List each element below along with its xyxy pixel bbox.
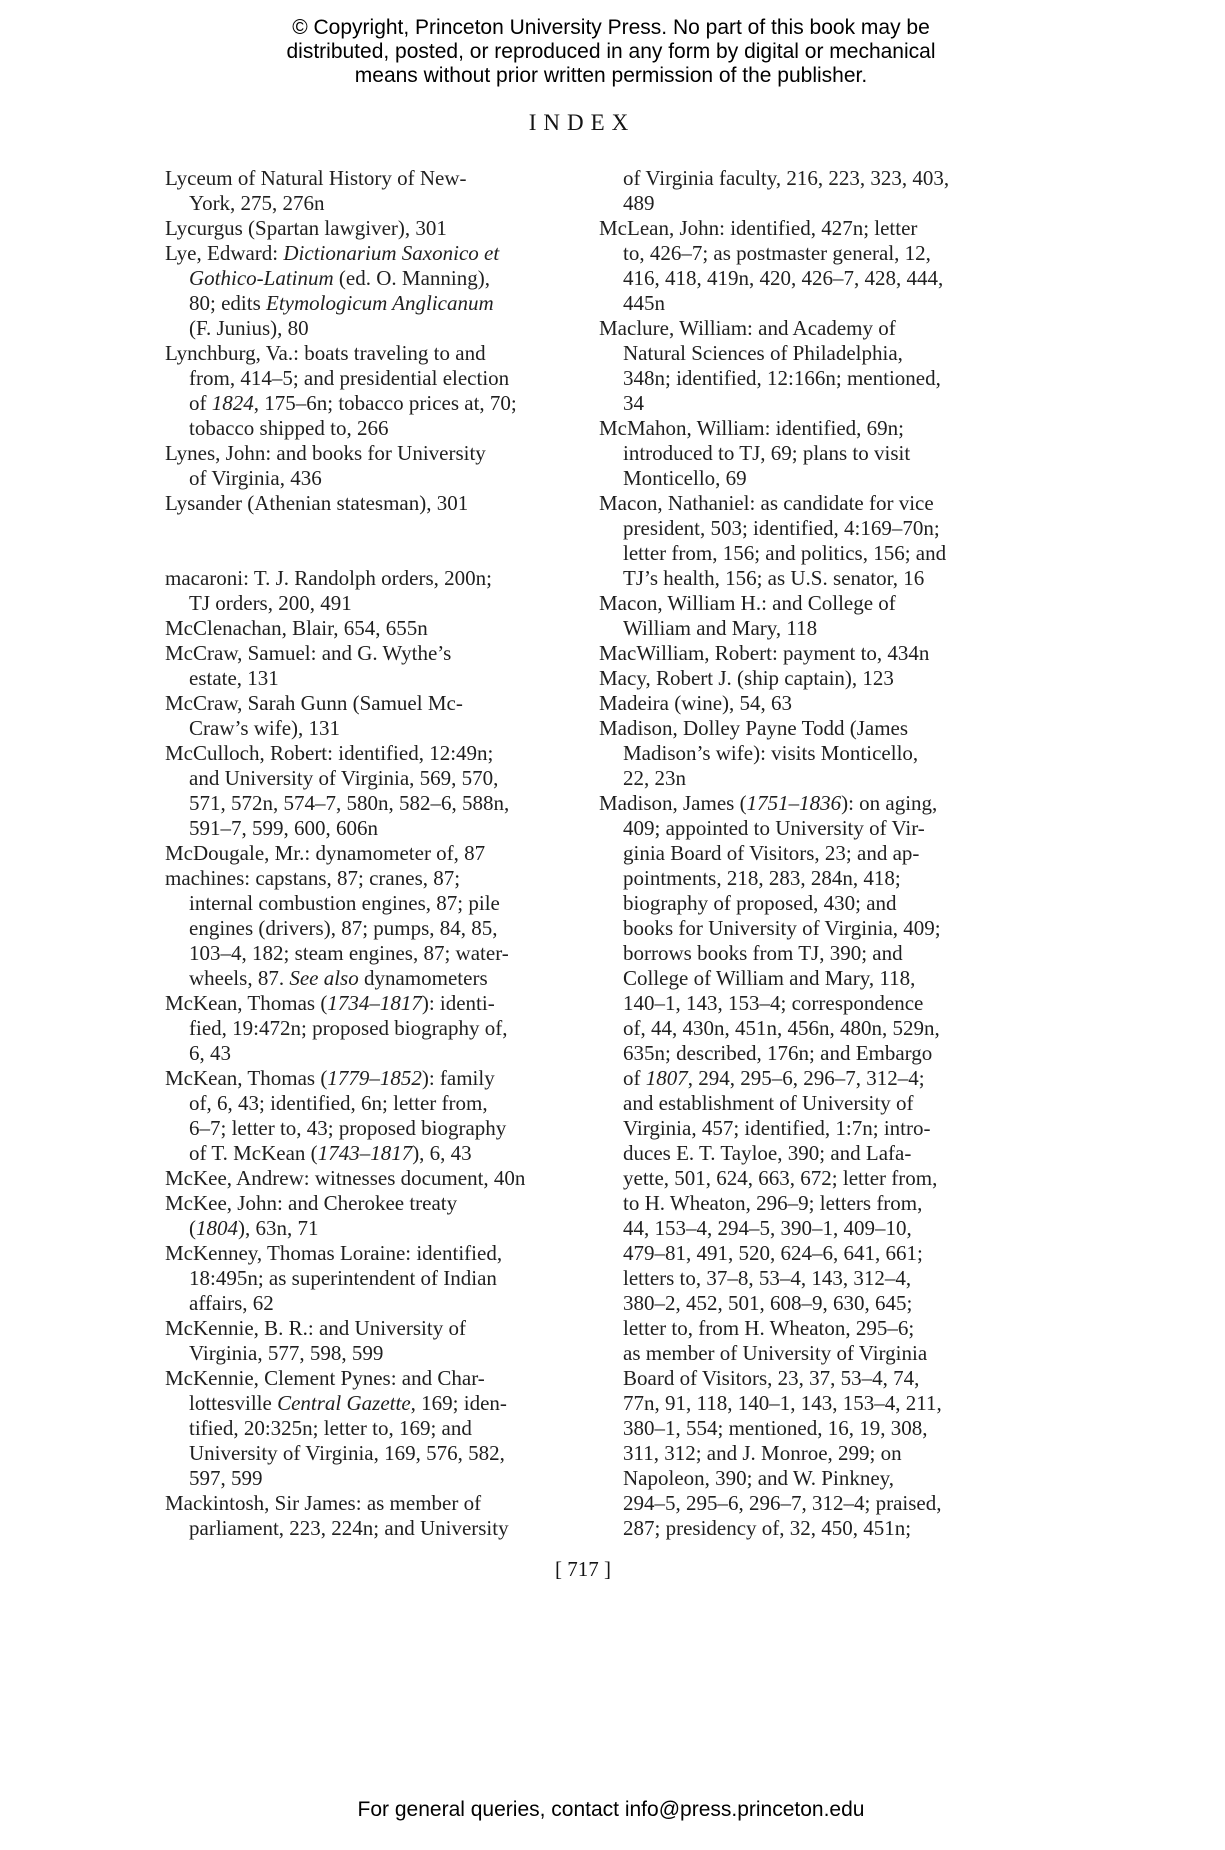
- index-line: introduced to TJ, 69; plans to visit: [623, 441, 911, 465]
- section-gap: [165, 516, 577, 566]
- index-line: McDougale, Mr.: dynamometer of, 87: [165, 841, 486, 865]
- index-line: 479–81, 491, 520, 624–6, 641, 661;: [623, 1241, 923, 1265]
- index-entry: [599, 416, 1014, 491]
- index-line: biography of proposed, 430; and: [623, 891, 897, 915]
- index-entry: [165, 1491, 577, 1541]
- index-line: Lynchburg, Va.: boats traveling to and: [165, 341, 486, 365]
- index-line: 6–7; letter to, 43; proposed biography: [189, 1116, 507, 1140]
- index-entry: [599, 641, 1014, 666]
- index-line: engines (drivers), 87; pumps, 84, 85,: [189, 916, 498, 940]
- index-line: Natural Sciences of Philadelphia,: [623, 341, 903, 365]
- index-line: McKean, Thomas (1734–1817): identi-: [165, 991, 495, 1015]
- index-line: of, 6, 43; identified, 6n; letter from,: [189, 1091, 488, 1115]
- index-line: 416, 418, 419n, 420, 426–7, 428, 444,: [623, 266, 944, 290]
- index-line: Madison, Dolley Payne Todd (James: [599, 716, 909, 740]
- index-line: pointments, 218, 283, 284n, 418;: [623, 866, 901, 890]
- index-line: Macy, Robert J. (ship captain), 123: [599, 666, 894, 690]
- index-line: 409; appointed to University of Vir-: [623, 816, 925, 840]
- index-entry: [599, 791, 1014, 1541]
- index-line: University of Virginia, 169, 576, 582,: [189, 1441, 505, 1465]
- copyright-line-3: means without prior written permission of the publisher.: [354, 64, 868, 87]
- index-entry: [599, 491, 1014, 591]
- index-line: McCraw, Sarah Gunn (Samuel Mc-: [165, 691, 463, 715]
- index-line: 22, 23n: [623, 766, 686, 790]
- index-entry: [165, 566, 577, 616]
- index-entry: [165, 441, 577, 491]
- index-line: 287; presidency of, 32, 450, 451n;: [623, 1516, 912, 1540]
- index-entry: [165, 491, 577, 516]
- index-line: fied, 19:472n; proposed biography of,: [189, 1016, 508, 1040]
- index-line: McCraw, Samuel: and G. Wythe’s: [165, 641, 452, 665]
- italic-text: 1743–1817: [317, 1141, 413, 1165]
- index-column-left: [165, 166, 577, 1541]
- index-line: McKennie, B. R.: and University of: [165, 1316, 466, 1340]
- index-line: 380–2, 452, 501, 608–9, 630, 645;: [623, 1291, 913, 1315]
- index-entry: [165, 741, 577, 841]
- index-line: as member of University of Virginia: [623, 1341, 928, 1365]
- index-line: 80; edits Etymologicum Anglicanum: [189, 291, 494, 315]
- index-line: Virginia, 457; identified, 1:7n; intro-: [623, 1116, 931, 1140]
- index-line: letters to, 37–8, 53–4, 143, 312–4,: [623, 1266, 912, 1290]
- index-line: wheels, 87. See also dynamometers: [189, 966, 488, 990]
- index-line: McCulloch, Robert: identified, 12:49n;: [165, 741, 494, 765]
- index-entry: [599, 666, 1014, 691]
- index-line: of T. McKean (1743–1817), 6, 43: [189, 1141, 472, 1165]
- index-entry: [165, 991, 577, 1066]
- index-line: 294–5, 295–6, 296–7, 312–4; praised,: [623, 1491, 942, 1515]
- index-line: McKee, John: and Cherokee treaty: [165, 1191, 458, 1215]
- index-line: internal combustion engines, 87; pile: [189, 891, 500, 915]
- italic-text: See also: [289, 966, 359, 990]
- index-entry: [599, 166, 1014, 216]
- index-line: lottesville Central Gazette, 169; iden-: [189, 1391, 507, 1415]
- footer-contact-line: For general queries, contact info@press.princeton.edu: [357, 1798, 865, 1821]
- index-entry: [165, 1066, 577, 1166]
- page-title: INDEX: [528, 110, 636, 135]
- index-line: and University of Virginia, 569, 570,: [189, 766, 499, 790]
- index-line: machines: capstans, 87; cranes, 87;: [165, 866, 461, 890]
- index-entry: [165, 1166, 577, 1191]
- index-entry: [165, 641, 577, 691]
- index-line: 140–1, 143, 153–4; correspondence: [623, 991, 924, 1015]
- index-line: MacWilliam, Robert: payment to, 434n: [599, 641, 930, 665]
- index-line: Mackintosh, Sir James: as member of: [165, 1491, 482, 1515]
- index-line: Macon, Nathaniel: as candidate for vice: [599, 491, 934, 515]
- index-line: of, 44, 430n, 451n, 456n, 480n, 529n,: [623, 1016, 940, 1040]
- italic-text: 1824: [211, 391, 254, 415]
- index-line: TJ orders, 200, 491: [189, 591, 352, 615]
- index-line: Virginia, 577, 598, 599: [189, 1341, 384, 1365]
- index-line: McMahon, William: identified, 69n;: [599, 416, 904, 440]
- index-entry: [165, 241, 577, 341]
- index-line: of 1824, 175–6n; tobacco prices at, 70;: [189, 391, 517, 415]
- index-line: 6, 43: [189, 1041, 231, 1065]
- index-line: from, 414–5; and presidential election: [189, 366, 510, 390]
- index-line: Lye, Edward: Dictionarium Saxonico et: [165, 241, 500, 265]
- index-line: Board of Visitors, 23, 37, 53–4, 74,: [623, 1366, 920, 1390]
- index-line: TJ’s health, 156; as U.S. senator, 16: [623, 566, 925, 590]
- index-line: books for University of Virginia, 409;: [623, 916, 941, 940]
- index-line: parliament, 223, 224n; and University: [189, 1516, 509, 1540]
- index-line: William and Mary, 118: [623, 616, 818, 640]
- index-line: (F. Junius), 80: [189, 316, 309, 340]
- copyright-notice: [0, 16, 1222, 88]
- italic-text: Central Gazette: [277, 1391, 411, 1415]
- index-line: College of William and Mary, 118,: [623, 966, 916, 990]
- index-line: ginia Board of Visitors, 23; and ap-: [623, 841, 920, 865]
- index-line: 571, 572n, 574–7, 580n, 582–6, 588n,: [189, 791, 510, 815]
- index-line: tified, 20:325n; letter to, 169; and: [189, 1416, 472, 1440]
- italic-text: Gothico-Latinum: [189, 266, 334, 290]
- index-line: Madeira (wine), 54, 63: [599, 691, 793, 715]
- index-entry: [165, 341, 577, 441]
- index-line: president, 503; identified, 4:169–70n;: [623, 516, 940, 540]
- copyright-line-1: © Copyright, Princeton University Press. No part of this book may be: [292, 16, 930, 39]
- index-entry: [165, 841, 577, 866]
- index-entry: [599, 691, 1014, 716]
- index-line: 445n: [623, 291, 665, 315]
- italic-text: Dictionarium Saxonico et: [283, 241, 500, 265]
- index-line: York, 275, 276n: [189, 191, 325, 215]
- index-line: macaroni: T. J. Randolph orders, 200n;: [165, 566, 492, 590]
- index-line: duces E. T. Tayloe, 390; and Lafa-: [623, 1141, 912, 1165]
- index-line: letter from, 156; and politics, 156; and: [623, 541, 947, 565]
- index-line: estate, 131: [189, 666, 279, 690]
- index-line: McKenney, Thomas Loraine: identified,: [165, 1241, 503, 1265]
- index-line: (1804), 63n, 71: [189, 1216, 319, 1240]
- index-line: Lynes, John: and books for University: [165, 441, 486, 465]
- index-line: 489: [623, 191, 655, 215]
- italic-text: Etymologicum Anglicanum: [266, 291, 494, 315]
- index-entry: [165, 1241, 577, 1316]
- italic-text: 1751–1836: [746, 791, 842, 815]
- index-entry: [165, 866, 577, 991]
- index-line: borrows books from TJ, 390; and: [623, 941, 903, 965]
- index-entry: [599, 716, 1014, 791]
- index-line: to, 426–7; as postmaster general, 12,: [623, 241, 931, 265]
- index-line: Craw’s wife), 131: [189, 716, 341, 740]
- index-line: Monticello, 69: [623, 466, 747, 490]
- index-line: Maclure, William: and Academy of: [599, 316, 896, 340]
- italic-text: 1779–1852: [327, 1066, 422, 1090]
- index-line: Madison, James (1751–1836): on aging,: [599, 791, 938, 815]
- index-line: McLean, John: identified, 427n; letter: [599, 216, 918, 240]
- index-line: 44, 153–4, 294–5, 390–1, 409–10,: [623, 1216, 912, 1240]
- index-entry: [165, 1366, 577, 1491]
- index-line: McKennie, Clement Pynes: and Char-: [165, 1366, 485, 1390]
- index-line: 18:495n; as superintendent of Indian: [189, 1266, 497, 1290]
- index-entry: [165, 166, 577, 216]
- index-line: 591–7, 599, 600, 606n: [189, 816, 378, 840]
- italic-text: 1804: [196, 1216, 238, 1240]
- index-line: Lyceum of Natural History of New-: [165, 166, 467, 190]
- index-line: and establishment of University of: [623, 1091, 914, 1115]
- page-number: [ 717 ]: [555, 1557, 611, 1581]
- index-entry: [599, 216, 1014, 316]
- index-line: of Virginia faculty, 216, 223, 323, 403,: [623, 166, 950, 190]
- index-line: 311, 312; and J. Monroe, 299; on: [623, 1441, 902, 1465]
- index-line: McKee, Andrew: witnesses document, 40n: [165, 1166, 526, 1190]
- index-entry: [599, 316, 1014, 416]
- index-line: affairs, 62: [189, 1291, 274, 1315]
- index-entry: [599, 591, 1014, 641]
- index-line: of 1807, 294, 295–6, 296–7, 312–4;: [623, 1066, 925, 1090]
- index-line: 34: [623, 391, 644, 415]
- index-line: 597, 599: [189, 1466, 263, 1490]
- index-entry: [165, 1191, 577, 1241]
- index-line: tobacco shipped to, 266: [189, 416, 389, 440]
- copyright-line-2: distributed, posted, or reproduced in any form by digital or mechanical: [286, 40, 936, 63]
- index-entry: [165, 216, 577, 241]
- index-line: Napoleon, 390; and W. Pinkney,: [623, 1466, 895, 1490]
- index-line: 348n; identified, 12:166n; mentioned,: [623, 366, 941, 390]
- index-line: 635n; described, 176n; and Embargo: [623, 1041, 933, 1065]
- index-line: Lycurgus (Spartan lawgiver), 301: [165, 216, 447, 240]
- index-line: Gothico-Latinum (ed. O. Manning),: [189, 266, 490, 290]
- index-line: to H. Wheaton, 296–9; letters from,: [623, 1191, 923, 1215]
- index-line: 77n, 91, 118, 140–1, 143, 153–4, 211,: [623, 1391, 942, 1415]
- index-line: Macon, William H.: and College of: [599, 591, 896, 615]
- index-line: 380–1, 554; mentioned, 16, 19, 308,: [623, 1416, 928, 1440]
- index-line: McKean, Thomas (1779–1852): family: [165, 1066, 495, 1090]
- index-line: yette, 501, 624, 663, 672; letter from,: [623, 1166, 938, 1190]
- index-line: of Virginia, 436: [189, 466, 322, 490]
- index-column-right: [599, 166, 1014, 1541]
- italic-text: 1734–1817: [327, 991, 422, 1015]
- index-line: letter to, from H. Wheaton, 295–6;: [623, 1316, 915, 1340]
- index-line: Madison’s wife): visits Monticello,: [623, 741, 919, 765]
- italic-text: 1807: [645, 1066, 688, 1090]
- index-line: Lysander (Athenian statesman), 301: [165, 491, 469, 515]
- index-entry: [165, 616, 577, 641]
- index-line: McClenachan, Blair, 654, 655n: [165, 616, 428, 640]
- index-entry: [165, 1316, 577, 1366]
- index-entry: [165, 691, 577, 741]
- index-line: 103–4, 182; steam engines, 87; water-: [189, 941, 509, 965]
